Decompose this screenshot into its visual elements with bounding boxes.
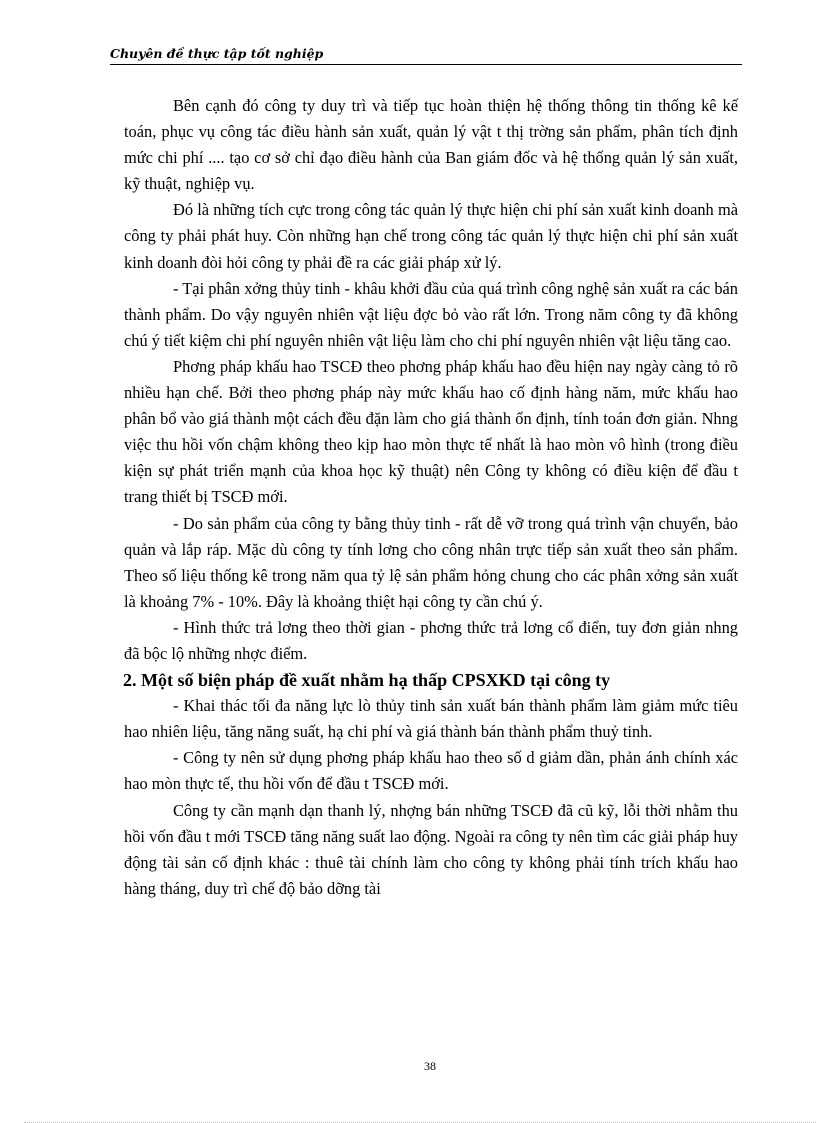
page-body bbox=[124, 93, 738, 902]
header-rule bbox=[110, 64, 742, 65]
paragraph-glass-workshop: - Tại phân xởng thủy tinh - khâu khởi đầu của quá trình công nghệ sản xuất ra các bán thành phẩm. Do vậy nguyên nhiên vật liệu đợc bỏ vào rất lớn. Trong năm công ty đã không chú ý tiết kiệm chi phí nguyên nhiên vật liệu làm cho chi phí nguyên nhiên vật liệu tăng cao. bbox=[124, 278, 738, 350]
section-heading: 2. Một số biện pháp đề xuất nhằm hạ thấp CPSXKD tại công ty bbox=[123, 670, 611, 691]
paragraph-depreciation: Phơng pháp khấu hao TSCĐ theo phơng pháp khấu hao đều hiện nay ngày càng tỏ rõ nhiều hạn chế. Bởi theo phơng pháp này mức khấu hao cố định hàng năm, mức khấu hao phân bổ vào giá thành một cách đều đặn làm cho giá thành ổn định, tính toán đơn giản. Nhng việc thu hồi vốn chậm không theo kịp hao mòn thực tế nhất là hao mòn vô hình (trong điều kiện sự phát triển mạnh của khoa học kỹ thuật) nên Công ty không có điều kiện để đầu t trang thiết bị TSCĐ mới. bbox=[124, 356, 738, 507]
paragraph-declining-balance: - Công ty nên sử dụng phơng pháp khấu hao theo số d giảm dần, phản ánh chính xác hao mòn thực tế, thu hồi vốn để đầu t TSCĐ mới. bbox=[124, 748, 738, 794]
paragraph-strengths-limits: Đó là những tích cực trong công tác quản lý thực hiện chi phí sản xuất kinh doanh mà công ty phải phát huy. Còn những hạn chế trong công tác quản lý thực hiện chi phí sản xuất kinh doanh đòi hỏi công ty phải đề ra các giải pháp xử lý. bbox=[124, 200, 738, 272]
paragraph-liquidation: Công ty cần mạnh dạn thanh lý, nhợng bán những TSCĐ đã cũ kỹ, lỗi thời nhằm thu hồi vốn đầu t mới TSCĐ tăng năng suất lao động. Ngoài ra công ty nên tìm các giải pháp huy động tài sản cố định khác : thuê tài chính làm cho công ty không phải tính trích khấu hao hàng tháng, duy trì chế độ bảo dỡng tài bbox=[124, 800, 738, 898]
paragraph-furnace-capacity: - Khai thác tối đa năng lực lò thủy tinh sản xuất bán thành phẩm làm giảm mức tiêu hao nhiên liệu, tăng năng suất, hạ chi phí và giá thành bán thành phẩm thuỷ tinh. bbox=[124, 696, 738, 742]
paragraph-wages: - Hình thức trả lơng theo thời gian - phơng thức trả lơng cổ điển, tuy đơn giản nhng đã bộc lộ những nhợc điểm. bbox=[124, 617, 738, 663]
paragraph-info-system: Bên cạnh đó công ty duy trì và tiếp tục hoàn thiện hệ thống thông tin thống kê kế toán, phục vụ công tác điều hành sản xuất, quản lý vật t thị trờng sản phẩm, phân tích định mức chi phí .... tạo cơ sở chỉ đạo điều hành của Ban giám đốc và hệ thống quản lý sản xuất, kỹ thuật, nghiệp vụ. bbox=[124, 96, 738, 194]
running-header: Chuyên đề thực tập tốt nghiệp bbox=[110, 46, 324, 61]
page-number: 38 bbox=[424, 1059, 436, 1073]
paragraph-breakage: - Do sản phẩm của công ty bằng thủy tinh - rất dễ vỡ trong quá trình vận chuyển, bảo quản và lắp ráp. Mặc dù công ty tính lơng cho công nhân trực tiếp sản xuất theo sản phẩm. Theo số liệu thống kê trong năm qua tỷ lệ sản phẩm hỏng chung cho các phân xởng sản xuất là khoảng 7% - 10%. Đây là khoảng thiệt hại công ty cần chú ý. bbox=[124, 513, 738, 611]
